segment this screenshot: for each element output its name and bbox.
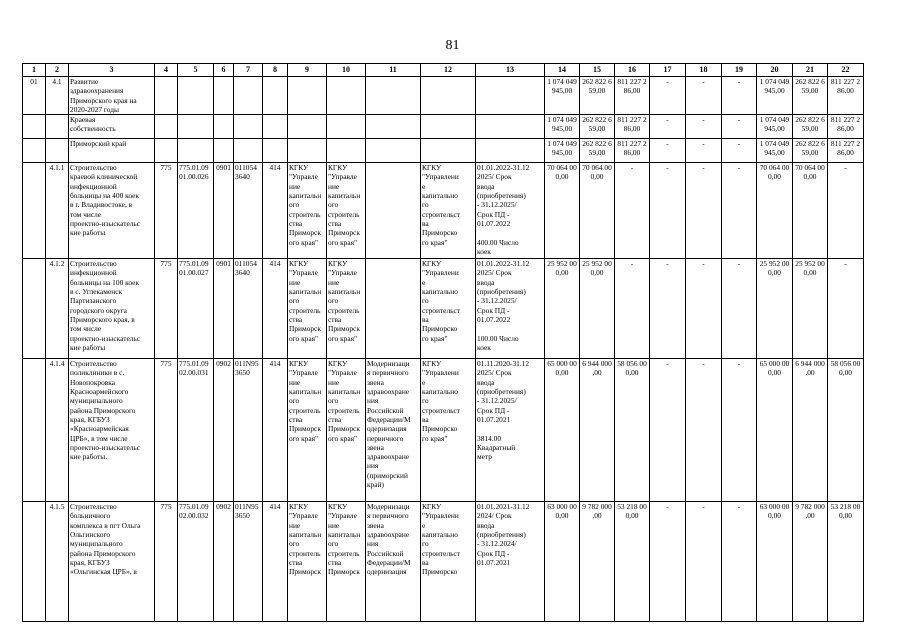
- table-cell: [178, 77, 214, 115]
- table-cell: 1 074 049 945,00: [757, 139, 793, 163]
- table-cell: [327, 139, 366, 163]
- table-cell: 262 822 6 59,00: [793, 139, 828, 163]
- column-header-9: 9: [288, 64, 327, 77]
- table-cell: 63 000 00 0,00: [545, 502, 580, 622]
- column-header-20: 20: [757, 64, 793, 77]
- table-cell: 4.1.1: [46, 163, 69, 259]
- table-cell: [23, 359, 46, 502]
- table-cell: 01: [23, 77, 46, 115]
- table-cell: 414: [263, 163, 288, 259]
- table-cell: [366, 115, 421, 139]
- table-cell: Строительство краевой клинической инфекционной больницы на 400 коек в г. Владивостоке, в том числе проектно-изыскательс кие работы: [69, 163, 155, 259]
- table-cell: [23, 163, 46, 259]
- table-cell: КГКУ "Управлени е капитально го строительст ва Приморско го края": [421, 359, 476, 502]
- table-cell: 775: [155, 163, 178, 259]
- table-cell: -: [686, 115, 722, 139]
- table-cell: -: [615, 259, 650, 359]
- table-cell: -: [615, 163, 650, 259]
- table-cell: [366, 163, 421, 259]
- table-cell: 262 822 6 59,00: [793, 77, 828, 115]
- table-cell: 262 822 6 59,00: [580, 139, 615, 163]
- table-cell: 1 074 049 945,00: [545, 139, 580, 163]
- table-cell: 6 944 000 ,00: [793, 359, 828, 502]
- table-cell: [366, 77, 421, 115]
- header-row: [23, 64, 864, 77]
- table-cell: 4.1.4: [46, 359, 69, 502]
- table-row: [23, 163, 864, 259]
- table-cell: [178, 139, 214, 163]
- table-cell: 70 064 00 0,00: [793, 163, 828, 259]
- table-cell: 25 952 00 0,00: [580, 259, 615, 359]
- column-header-17: 17: [650, 64, 686, 77]
- table-cell: 4.1: [46, 77, 69, 115]
- table-cell: 65 000 00 0,00: [757, 359, 793, 502]
- table-row: [23, 502, 864, 622]
- table-cell: [366, 259, 421, 359]
- table-cell: КГКУ "Управлени е капитально го строительст ва Приморско го края": [421, 163, 476, 259]
- table-cell: 775: [155, 359, 178, 502]
- table-cell: -: [650, 502, 686, 622]
- table-cell: -: [722, 77, 757, 115]
- table-row: [23, 259, 864, 359]
- table-cell: [214, 139, 234, 163]
- table-cell: Модернизаци я первичного звена здравоохране ния Российской Федерации/М одернизация первичного звена здравоохране ния (приморский край): [366, 359, 421, 502]
- table-cell: [327, 115, 366, 139]
- table-cell: 414: [263, 502, 288, 622]
- table-cell: -: [722, 115, 757, 139]
- table-cell: [155, 115, 178, 139]
- table-cell: 811 227 2 86,00: [828, 77, 864, 115]
- table-cell: 1 074 049 945,00: [757, 115, 793, 139]
- table-cell: 011N95 3650: [234, 359, 263, 502]
- table-cell: [214, 115, 234, 139]
- table-cell: [476, 77, 545, 115]
- table-cell: КГКУ "Управле ние капитальн ого строитель ства Приморск ого края": [288, 259, 327, 359]
- table-cell: Развитие здравоохранения Приморского края на 2020-2027 годы: [69, 77, 155, 115]
- table-cell: КГКУ "Управле ние капитальн ого строитель ства Приморск ого края": [327, 359, 366, 502]
- table-cell: 01.01.2021-31.12 2024/ Срок ввода (приобретения) - 31.12.2024/ Срок ПД - 01.07.2021: [476, 502, 545, 622]
- table-cell: 775: [155, 502, 178, 622]
- table-cell: -: [650, 77, 686, 115]
- table-cell: Краевая собственность: [69, 115, 155, 139]
- table-cell: 262 822 6 59,00: [580, 77, 615, 115]
- table-cell: -: [650, 115, 686, 139]
- table-cell: 70 064 00 0,00: [580, 163, 615, 259]
- column-header-5: 5: [178, 64, 214, 77]
- table-cell: -: [650, 359, 686, 502]
- table-cell: -: [828, 163, 864, 259]
- column-header-4: 4: [155, 64, 178, 77]
- table-cell: КГКУ "Управле ние капитальн ого строитель ства Приморск ого края": [288, 359, 327, 502]
- table-cell: 25 952 00 0,00: [793, 259, 828, 359]
- table-cell: КГКУ "Управле ние капитальн ого строитель ства Приморск: [288, 502, 327, 622]
- table-cell: КГКУ "Управле ние капитальн ого строитель ства Приморск ого края": [327, 163, 366, 259]
- table-cell: 1 074 049 945,00: [545, 77, 580, 115]
- table-cell: -: [686, 77, 722, 115]
- table-cell: 011N95 3650: [234, 502, 263, 622]
- table-cell: [234, 139, 263, 163]
- table-cell: 01.01.2022-31.12 2025/ Срок ввода (приобретения) - 31.12.2025/ Срок ПД - 01.07.2022 100.00 Число коек: [476, 259, 545, 359]
- table-cell: [23, 259, 46, 359]
- column-header-1: 1: [23, 64, 46, 77]
- table-cell: 01.01.2022-31.12 2025/ Срок ввода (приобретения) - 31.12.2025/ Срок ПД - 01.07.2022 400.00 Число коек: [476, 163, 545, 259]
- table-cell: -: [686, 139, 722, 163]
- table-cell: Приморский край: [69, 139, 155, 163]
- table-cell: КГКУ "Управлени е капитально го строительст ва Приморско: [421, 502, 476, 622]
- table-cell: [366, 139, 421, 163]
- table-cell: [234, 77, 263, 115]
- column-header-19: 19: [722, 64, 757, 77]
- table-row: [23, 359, 864, 502]
- table-cell: Строительство больничного комплекса в пгт Ольга Ольгинского муниципального района Приморского края, КГБУЗ «Ольгинская ЦРБ», в: [69, 502, 155, 622]
- table-cell: 262 822 6 59,00: [793, 115, 828, 139]
- table-cell: 0901: [214, 259, 234, 359]
- table-cell: 70 064 00 0,00: [757, 163, 793, 259]
- table-cell: 811 227 2 86,00: [615, 139, 650, 163]
- table-cell: 01.11.2020-31.12 2025/ Срок ввода (приобретения) - 31.12.2025/ Срок ПД - 01.07.2021 3814.00 Квадратный метр: [476, 359, 545, 502]
- table-cell: -: [722, 502, 757, 622]
- table-row: [23, 115, 864, 139]
- table-cell: -: [722, 139, 757, 163]
- table-cell: 0901: [214, 163, 234, 259]
- table-cell: -: [686, 259, 722, 359]
- column-header-12: 12: [421, 64, 476, 77]
- column-header-8: 8: [263, 64, 288, 77]
- table-cell: -: [722, 163, 757, 259]
- table-cell: 1 074 049 945,00: [545, 115, 580, 139]
- table-cell: 53 218 00 0,00: [615, 502, 650, 622]
- table-cell: 4.1.5: [46, 502, 69, 622]
- table-cell: -: [722, 359, 757, 502]
- table-cell: [263, 77, 288, 115]
- table-cell: 25 952 00 0,00: [757, 259, 793, 359]
- table-cell: 58 056 00 0,00: [615, 359, 650, 502]
- column-header-2: 2: [46, 64, 69, 77]
- table-cell: КГКУ "Управле ние капитальн ого строитель ства Приморск: [327, 502, 366, 622]
- table-cell: [421, 139, 476, 163]
- table-cell: 9 782 000 ,00: [793, 502, 828, 622]
- table-cell: [214, 77, 234, 115]
- table-cell: [46, 139, 69, 163]
- table-cell: [263, 115, 288, 139]
- column-header-3: 3: [69, 64, 155, 77]
- table-cell: -: [828, 259, 864, 359]
- column-header-7: 7: [234, 64, 263, 77]
- column-header-6: 6: [214, 64, 234, 77]
- table-cell: [476, 139, 545, 163]
- table-row: [23, 139, 864, 163]
- table-cell: Модернизаци я первичного звена здравоохране ния Российской Федерации/М одернизация: [366, 502, 421, 622]
- table-cell: Строительство инфекционной больницы на 100 коек в с. Углекаменск Партизанского городского округа Приморского края, в том числе проектно-изыскательс кие работы: [69, 259, 155, 359]
- table-cell: -: [722, 259, 757, 359]
- table-cell: -: [650, 139, 686, 163]
- column-header-18: 18: [686, 64, 722, 77]
- table-cell: 011054 3640: [234, 163, 263, 259]
- table-cell: -: [650, 163, 686, 259]
- table-cell: 4.1.2: [46, 259, 69, 359]
- table-cell: 811 227 2 86,00: [828, 139, 864, 163]
- table-cell: Строительство поликлиники в с. Новопокровка Красноармейского муниципального района Приморского края, КГБУЗ «Красноармейская ЦРБ», в том числе проектно-изыскательс кие работы.: [69, 359, 155, 502]
- table-cell: 63 000 00 0,00: [757, 502, 793, 622]
- column-header-22: 22: [828, 64, 864, 77]
- page-number: 81: [445, 38, 460, 53]
- table-cell: 25 952 00 0,00: [545, 259, 580, 359]
- table-cell: [155, 77, 178, 115]
- table-cell: [263, 139, 288, 163]
- table-cell: 53 218 00 0,00: [828, 502, 864, 622]
- table-cell: 811 227 2 86,00: [615, 77, 650, 115]
- table-cell: 775.01.09 01.00.027: [178, 259, 214, 359]
- table-cell: КГКУ "Управле ние капитальн ого строитель ства Приморск ого края": [327, 259, 366, 359]
- table-cell: [46, 115, 69, 139]
- table-cell: [288, 77, 327, 115]
- table-cell: [288, 115, 327, 139]
- column-header-10: 10: [327, 64, 366, 77]
- table-cell: КГКУ "Управлени е капитально го строительст ва Приморско го края": [421, 259, 476, 359]
- table-cell: -: [686, 359, 722, 502]
- table-cell: 414: [263, 259, 288, 359]
- table-cell: 6 944 000 ,00: [580, 359, 615, 502]
- column-header-14: 14: [545, 64, 580, 77]
- table-cell: 1 074 049 945,00: [757, 77, 793, 115]
- table-cell: 811 227 2 86,00: [828, 115, 864, 139]
- table-cell: 414: [263, 359, 288, 502]
- table-cell: -: [686, 502, 722, 622]
- table-cell: 0902: [214, 502, 234, 622]
- table-cell: [23, 139, 46, 163]
- column-header-21: 21: [793, 64, 828, 77]
- table-cell: [234, 115, 263, 139]
- table-cell: 0902: [214, 359, 234, 502]
- table-cell: 262 822 6 59,00: [580, 115, 615, 139]
- table-cell: [476, 115, 545, 139]
- table-cell: 775.01.09 01.00.026: [178, 163, 214, 259]
- table-cell: 775.01.09 02.00.032: [178, 502, 214, 622]
- column-header-13: 13: [476, 64, 545, 77]
- table-cell: 775: [155, 259, 178, 359]
- table-cell: 70 064 00 0,00: [545, 163, 580, 259]
- table-cell: [178, 115, 214, 139]
- table-cell: [23, 502, 46, 622]
- table-cell: 775.01.09 02.00.031: [178, 359, 214, 502]
- table-cell: 011054 3640: [234, 259, 263, 359]
- table-cell: [288, 139, 327, 163]
- table-cell: [421, 77, 476, 115]
- column-header-16: 16: [615, 64, 650, 77]
- table-cell: 811 227 2 86,00: [615, 115, 650, 139]
- table-cell: 9 782 000 ,00: [580, 502, 615, 622]
- table-cell: 65 000 00 0,00: [545, 359, 580, 502]
- table-cell: 58 056 00 0,00: [828, 359, 864, 502]
- column-header-15: 15: [580, 64, 615, 77]
- table-cell: [327, 77, 366, 115]
- column-header-11: 11: [366, 64, 421, 77]
- budget-table: [22, 63, 864, 622]
- table-cell: КГКУ "Управле ние капитальн ого строитель ства Приморск ого края": [288, 163, 327, 259]
- table-cell: [23, 115, 46, 139]
- table-cell: -: [686, 163, 722, 259]
- table-cell: [421, 115, 476, 139]
- table-cell: [155, 139, 178, 163]
- table-cell: -: [650, 259, 686, 359]
- table-row: [23, 77, 864, 115]
